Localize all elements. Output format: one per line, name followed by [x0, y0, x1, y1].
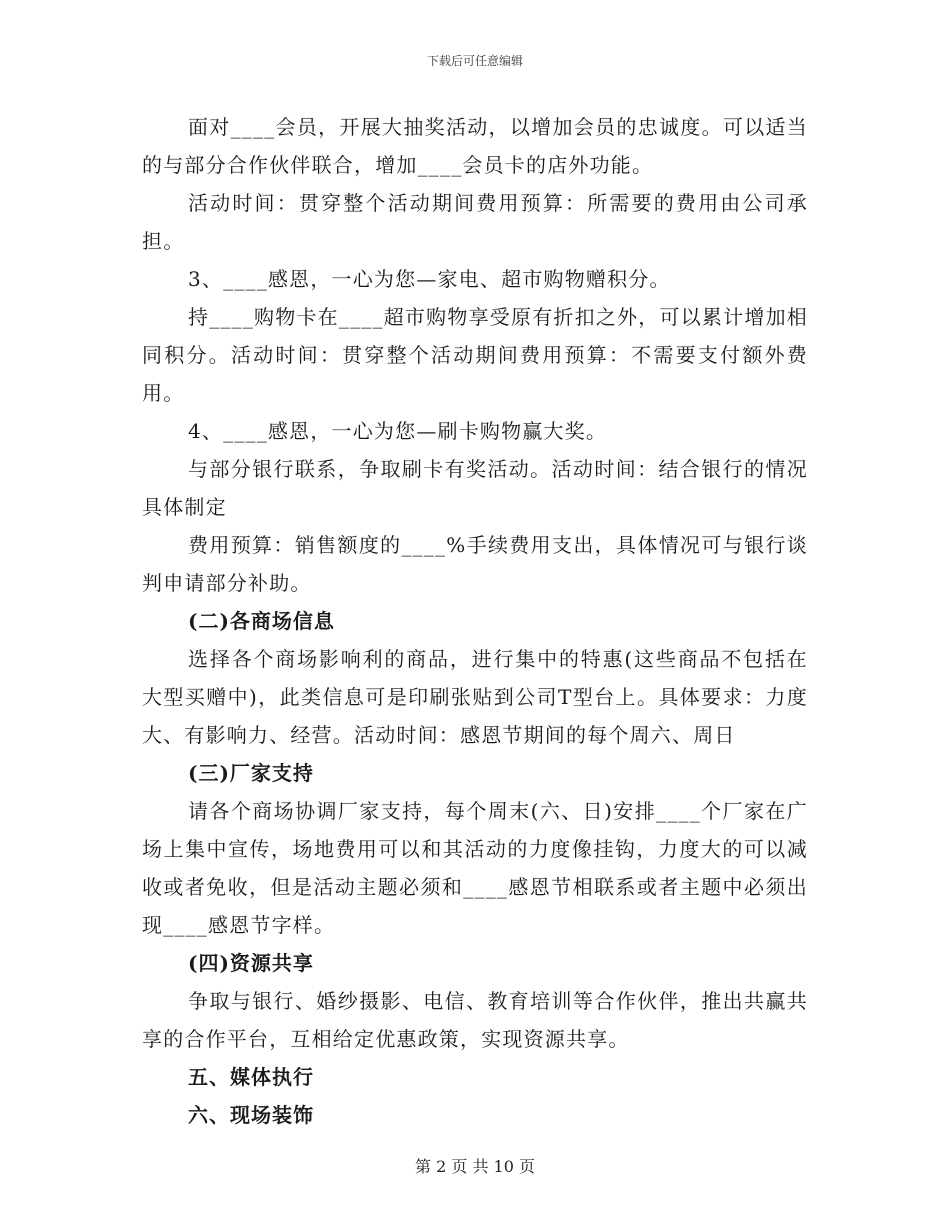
paragraph: 与部分银行联系，争取刷卡有奖活动。活动时间：结合银行的情况具体制定	[142, 457, 808, 519]
section-heading: 五、媒体执行	[188, 1065, 314, 1089]
document-body	[142, 108, 808, 1134]
paragraph: 4、____感恩，一心为您—刷卡购物赢大奖。	[188, 419, 608, 443]
paragraph: 选择各个商场影响利的商品，进行集中的特惠(这些商品不包括在大型买赠中)，此类信息可是印刷张贴到公司T型台上。具体要求：力度大、有影响力、经营。活动时间：感恩节期间的每个周六、周日	[142, 647, 808, 747]
paragraph: 请各个商场协调厂家支持，每个周末(六、日)安排____个厂家在广场上集中宣传，场地费用可以和其活动的力度像挂钩，力度大的可以减收或者免收，但是活动主题必须和____感恩节相联系或者主题中必须出现____感恩节字样。	[142, 799, 808, 937]
section-heading: (三)厂家支持	[188, 761, 314, 785]
page-header: 下载后可任意编辑	[426, 54, 523, 68]
paragraph: 持____购物卡在____超市购物享受原有折扣之外，可以累计增加相同积分。活动时间：贯穿整个活动期间费用预算：不需要支付额外费用。	[142, 305, 808, 405]
paragraph: 活动时间：贯穿整个活动期间费用预算：所需要的费用由公司承担。	[142, 191, 808, 253]
page-footer: 第 2 页 共 10 页	[415, 1157, 535, 1176]
section-heading: (四)资源共享	[188, 951, 314, 975]
paragraph: 费用预算：销售额度的____%手续费用支出，具体情况可与银行谈判申请部分补助。	[142, 533, 808, 595]
section-heading: (二)各商场信息	[188, 609, 335, 633]
paragraph: 争取与银行、婚纱摄影、电信、教育培训等合作伙伴，推出共赢共享的合作平台，互相给定优惠政策，实现资源共享。	[142, 989, 808, 1051]
paragraph: 3、____感恩，一心为您—家电、超市购物赠积分。	[188, 267, 671, 291]
paragraph: 面对____会员，开展大抽奖活动，以增加会员的忠诚度。可以适当的与部分合作伙伴联合，增加____会员卡的店外功能。	[142, 115, 808, 177]
section-heading: 六、现场装饰	[188, 1103, 314, 1127]
